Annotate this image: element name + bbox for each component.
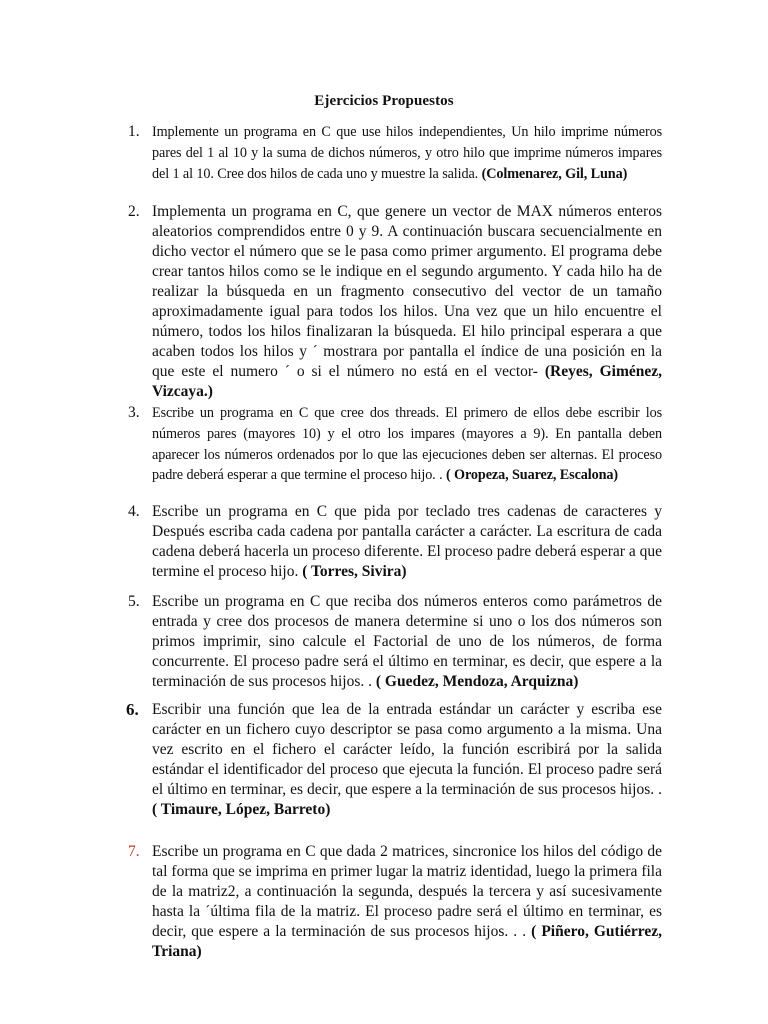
item-authors: ( Oropeza, Suarez, Escalona) bbox=[445, 467, 619, 484]
item-authors: ( Timaure, López, Barreto) bbox=[152, 801, 331, 818]
item-text bbox=[152, 700, 662, 820]
item-number: 2. bbox=[128, 203, 140, 220]
item-body: Escribe un programa en C que pida por teclado tres cadenas de caracteres y Después escriba cada cadena por pantalla carácter a carácter. La escritura de cada cadena deberá hacerla un proceso diferente. El proceso padre deberá esperar a que termine el proceso hijo. bbox=[152, 503, 662, 580]
page-title: Ejercicios Propuestos bbox=[314, 93, 454, 109]
item-body: Escribe un programa en C que cree dos threads. El primero de ellos debe escribir los números pares (mayores 10) y el otro los impares (mayores a 9). En pantalla deben aparecer los números ordenados por lo que las ejecuciones deben ser alternas. El proceso padre deberá esperar a que termine el proceso hijo. . bbox=[152, 405, 662, 484]
item-text bbox=[152, 202, 662, 402]
item-number: 3. bbox=[128, 404, 140, 421]
item-body: Implementa un programa en C, que genere un vector de MAX números enteros aleatorios comprendidos entre 0 y 9. A continuación buscara secuencialmente en dicho vector el número que se le pasa como primer argumento. El programa debe crear tantos hilos como se le indique en el segundo argumento. Y cada hilo ha de realizar la búsqueda en un fragmento consecutivo del vector de un tamaño aproximadamente igual para todos los hilos. Una vez que un hilo encuentre el número, todos los hilos finalizaran la búsqueda. El hilo principal esperara a que acaben todos los hilos y ´ mostrara por pantalla el índice de una posición en la que este el numero ´ o si el número no está en el vector- bbox=[152, 203, 662, 380]
item-text bbox=[152, 502, 662, 582]
item-text bbox=[152, 592, 662, 692]
item-body: Escribir una función que lea de la entrada estándar un carácter y escriba ese carácter en un fichero cuyo descriptor se pasa como argumento a la misma. Una vez escrito en el fichero el carácter leído, la función escribirá por la salida estándar el identificador del proceso que ejecuta la función. El proceso padre será el último en terminar, es decir, que espere a la terminación de sus procesos hijos. . bbox=[152, 701, 662, 798]
item-authors: (Colmenarez, Gil, Luna) bbox=[481, 165, 628, 182]
item-number: 5. bbox=[128, 593, 140, 610]
item-number: 1. bbox=[128, 123, 140, 140]
item-number: 6. bbox=[126, 700, 139, 719]
item-body: Escribe un programa en C que reciba dos números enteros como parámetros de entrada y cree dos procesos de manera determine si uno o los dos números son primos imprimir, sino calcule el Factorial de uno de los números, de forma concurrente. El proceso padre será el último en terminar, es decir, que espere a la terminación de sus procesos hijos. . bbox=[152, 593, 662, 690]
item-number: 4. bbox=[128, 503, 140, 520]
item-body: Implemente un programa en C que use hilos independientes, Un hilo imprime números pares del 1 al 10 y la suma de dichos números, y otro hilo que imprime números impares del 1 al 10. Cree dos hilos de cada uno y muestre la salida. bbox=[152, 124, 662, 182]
item-authors: ( Guedez, Mendoza, Arquizna) bbox=[375, 673, 579, 690]
item-authors: ( Piñero, Gutiérrez, Triana) bbox=[152, 923, 663, 960]
item-number: 7. bbox=[128, 843, 140, 860]
item-authors: (Reyes, Giménez, Vizcaya.) bbox=[152, 363, 662, 400]
item-text bbox=[152, 842, 662, 962]
item-text bbox=[152, 122, 662, 184]
item-text bbox=[152, 403, 662, 486]
item-authors: ( Torres, Sivira) bbox=[302, 563, 407, 580]
item-body: Escribe un programa en C que dada 2 matrices, sincronice los hilos del código de tal forma que se imprima en primer lugar la matriz identidad, luego la primera fila de la matriz2, a continuación la segunda, después la tercera y así sucesivamente hasta la ´última fila de la matriz. El proceso padre será el último en terminar, es decir, que espere a la terminación de sus procesos hijos. . . bbox=[152, 843, 662, 940]
